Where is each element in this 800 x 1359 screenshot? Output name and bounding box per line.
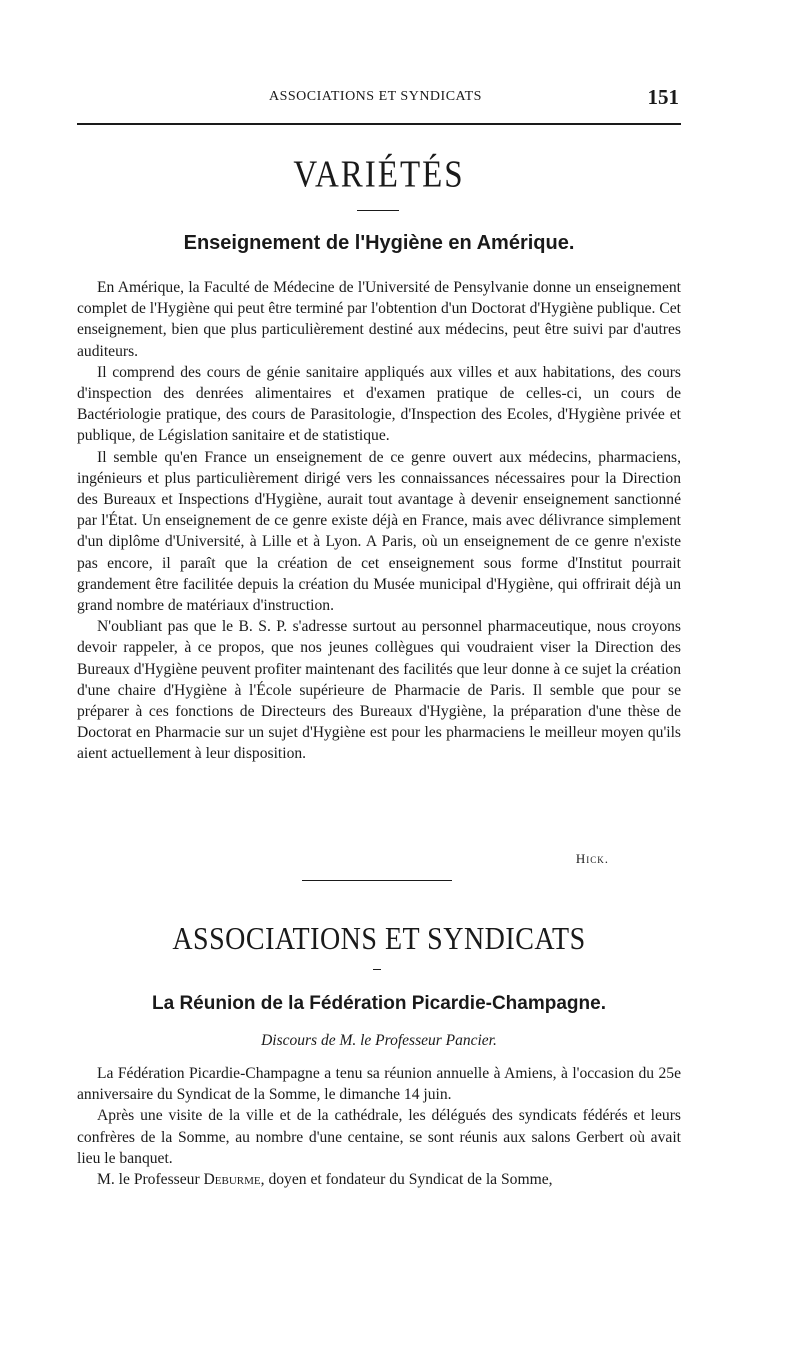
paragraph xyxy=(77,1169,681,1190)
paragraph-text: M. le Professeur xyxy=(97,1171,200,1189)
section-title-varietes: VARIÉTÉS xyxy=(293,154,465,196)
article-title-federation: La Réunion de la Fédération Picardie-Champagne. xyxy=(152,993,606,1014)
section-title-associations: ASSOCIATIONS ET SYNDICATS xyxy=(172,921,586,958)
paragraph: En Amérique, la Faculté de Médecine de l'Université de Pensylvanie donne un enseignement complet de l'Hygiène qui peut être terminé par l'obtention d'un Doctorat d'Hygiène publique. Cet enseignement, bien que plus particulièrement destiné aux médecins, peut être suivi par d'autres auditeurs. xyxy=(77,279,681,360)
running-head xyxy=(77,85,681,111)
title-divider xyxy=(357,210,399,211)
article-body-federation xyxy=(77,1063,681,1190)
speech-byline: Discours de M. le Professeur Pancier. xyxy=(261,1032,497,1049)
section-divider xyxy=(302,880,452,881)
paragraph: N'oubliant pas que le B. S. P. s'adresse surtout au personnel pharmaceutique, nous croyons devoir rappeler, à ce propos, que nos jeunes collègues qui voudraient viser la Direction des Bureaux d'Hygiène peuvent profiter maintenant des facilités que leur donne à ce sujet la création d'une chaire d'Hygiène à l'École supérieure de Pharmacie de Paris. Il semble que pour se préparer à ces fonctions de Directeurs des Bureaux d'Hygiène, la préparation d'une thèse de Doctorat en Pharmacie sur un sujet d'Hygiène est pour les pharmaciens le meilleur moyen qu'ils aient actuellement à leur disposition. xyxy=(77,618,681,763)
running-head-title: ASSOCIATIONS ET SYNDICATS xyxy=(269,89,482,104)
article-body-hygiene xyxy=(77,277,681,765)
page-number: 151 xyxy=(647,85,679,109)
article-title-hygiene: Enseignement de l'Hygiène en Amérique. xyxy=(183,232,575,254)
paragraph: Après une visite de la ville et de la cathédrale, les délégués des syndicats fédérés et leurs confrères de la Somme, au nombre d'une centaine, se sont réunis aux salons Gerbert où avait lieu le banquet. xyxy=(77,1107,681,1167)
paragraph: La Fédération Picardie-Champagne a tenu sa réunion annuelle à Amiens, à l'occasion du 25e anniversaire du Syndicat de la Somme, le dimanche 14 juin. xyxy=(77,1065,681,1104)
author-signature: Hick. xyxy=(575,851,609,866)
title-divider xyxy=(373,969,381,970)
header-rule xyxy=(77,123,681,125)
paragraph-text: , doyen et fondateur du Syndicat de la Somme, xyxy=(260,1171,553,1189)
person-name: Deburme xyxy=(203,1171,261,1189)
paragraph: Il semble qu'en France un enseignement de ce genre ouvert aux médecins, pharmaciens, ingénieurs et plus particulièrement dirigé vers les connaissances nécessaires pour la Direction des Bureaux et Inspections d'Hygiène, aurait tout avantage à devenir enseignement sanctionné par l'État. Un enseignement de ce genre existe déjà en France, mais avec délivrance simplement d'un diplôme d'Université, à Lille et à Lyon. A Paris, où un enseignement de ce genre n'existe pas encore, il paraît que la création de cet enseignement sous forme d'Institut pourrait grandement être facilitée depuis la création du Musée municipal d'Hygiène, qui offrirait déjà un grand nombre de matériaux d'instruction. xyxy=(77,448,681,615)
paragraph: Il comprend des cours de génie sanitaire appliqués aux villes et aux habitations, des cours d'inspection des denrées alimentaires et d'examen pratique de celles-ci, un cours de Bactériologie pratique, des cours de Parasitologie, d'Inspection des Ecoles, d'Hygiène privée et publique, de Législation sanitaire et de statistique. xyxy=(77,363,681,445)
